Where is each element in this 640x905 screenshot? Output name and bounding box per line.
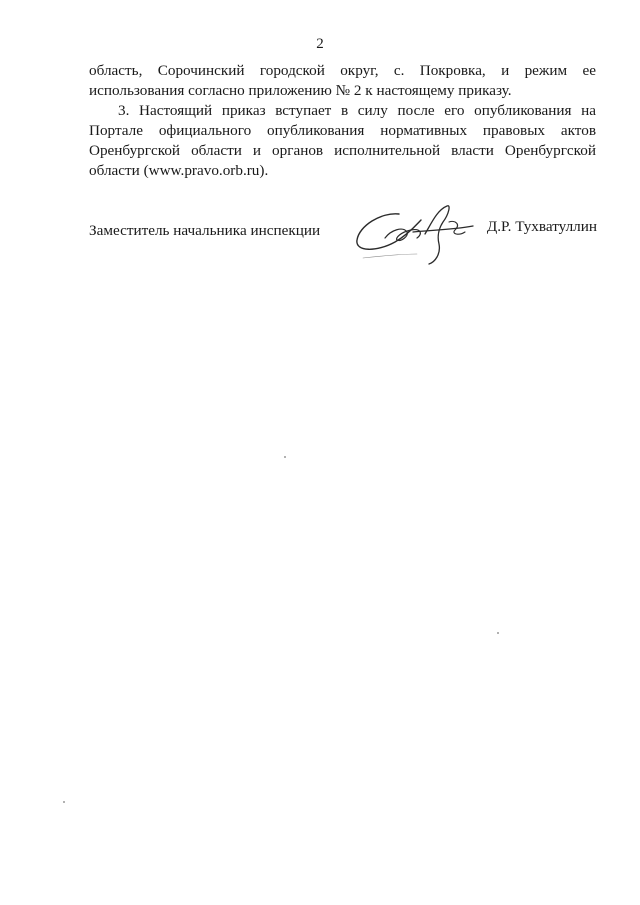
paragraph-effective-date: 3. Настоящий приказ вступает в силу после его опубликования на Портале официального опубликования нормативных правовых актов Оренбургской области и органов исполнительной власти Оренбургской области (www.pravo.orb.ru).: [89, 102, 596, 179]
scan-speck: [284, 456, 286, 458]
signer-name: Д.Р. Тухватуллин: [486, 218, 597, 235]
scan-speck: [497, 632, 499, 634]
signature-block: [89, 200, 597, 270]
handwritten-signature-icon: [351, 200, 477, 270]
paragraph-continuation: область, Сорочинский городской округ, с. Покровка, и режим ее использования согласно приложению № 2 к настоящему приказу.: [89, 62, 596, 99]
scan-speck: [63, 801, 65, 803]
page-number: 2: [316, 36, 324, 52]
signer-title: Заместитель начальника инспекции: [89, 222, 321, 239]
